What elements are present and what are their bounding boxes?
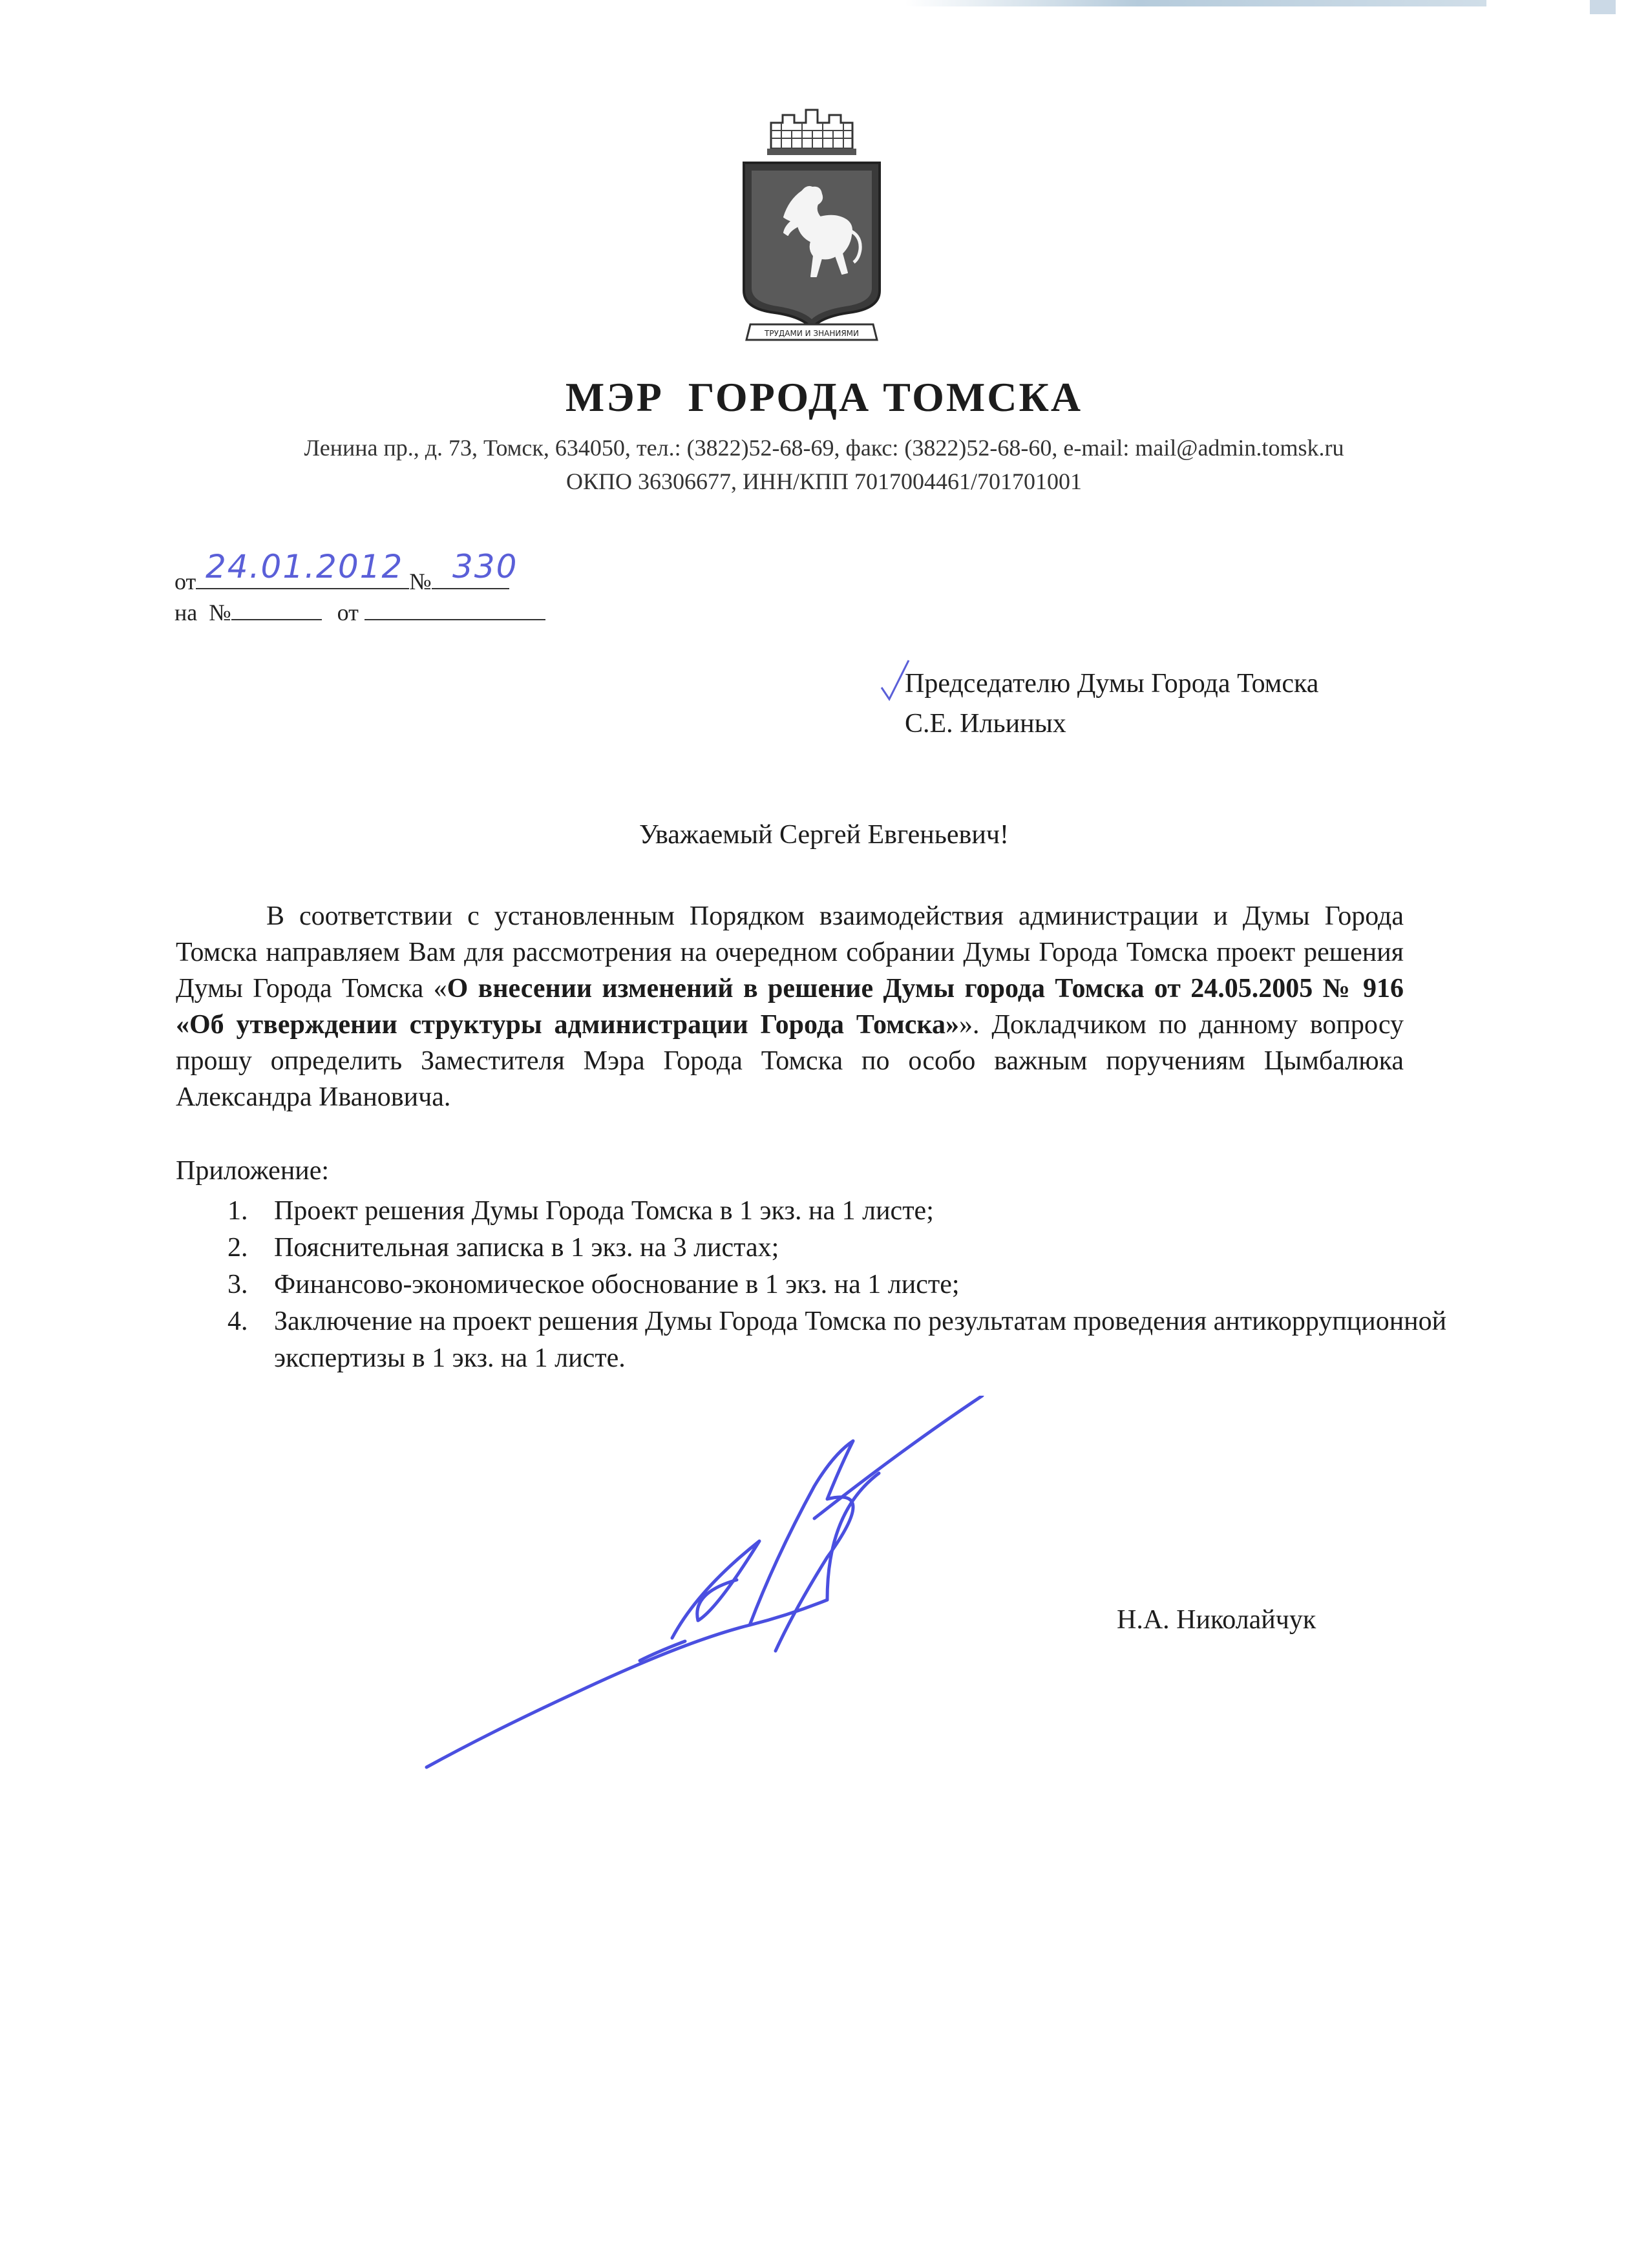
handwritten-number: 330: [452, 548, 518, 585]
signer-name: Н.А. Николайчук: [1117, 1605, 1316, 1635]
attachment-item: 2. Пояснительная записка в 1 экз. на 3 листах;: [227, 1233, 779, 1263]
reply-number-blank: [231, 598, 322, 620]
letter-body: [176, 898, 1404, 1115]
crown-icon: [767, 110, 856, 155]
attachment-item: 4. Заключение на проект решения Думы Города Томска по результатам проведения антикоррупционной экспертизы в 1 экз. на 1 листе.: [227, 1307, 1447, 1373]
reply-to-label: на №: [174, 600, 231, 625]
registration-line-reply: [174, 598, 545, 626]
scan-edge-mark: [905, 0, 1486, 6]
reply-from-label: от: [337, 600, 359, 625]
handwritten-date: 24.01.2012: [206, 548, 404, 585]
organization-title: МЭР ГОРОДА ТОМСКА: [565, 374, 1083, 420]
handwritten-signature: [414, 1396, 1176, 1783]
salutation: Уважаемый Сергей Евгеньевич!: [639, 820, 1009, 850]
addressee-position: Председателю Думы Города Томска: [905, 669, 1319, 698]
from-label: от: [174, 569, 196, 594]
body-paragraph: В соответствии с установленным Порядком взаимодействия администрации и Думы Города Томска направляем Вам для рассмотрения на очередном собрании Думы Города Томска проект решения Думы Города Томска «О внесении изменений в решение Думы города Томска от 24.05.2005 № 916 «Об утверждении структуры администрации Города Томска»». Докладчиком по данному вопросу прошу определить Заместителя Мэра Города Томска по особо важным поручениям Цымбалюка Александра Ивановича.: [176, 901, 1404, 1112]
attachments-list: [176, 1193, 1455, 1377]
scan-edge-mark-corner: [1590, 0, 1616, 14]
organization-address: Ленина пр., д. 73, Томск, 634050, тел.: (3822)52-68-69, факс: (3822)52-68-60, e-mail: mail@admin.tomsk.ru: [304, 435, 1344, 461]
motto-ribbon-icon: [746, 324, 877, 340]
organization-codes: ОКПО 36306677, ИНН/КПП 7017004461/701701001: [565, 468, 1082, 494]
attachment-item: 1. Проект решения Думы Города Томска в 1 экз. на 1 листе;: [227, 1196, 934, 1226]
tomsk-coat-of-arms-icon: [739, 103, 885, 349]
decision-title: О внесении изменений в решение Думы города Томска от 24.05.2005 № 916 «Об утверждении структуры администрации Города Томска»: [176, 974, 1404, 1040]
svg-text:ТРУДАМИ И ЗНАНИЯМИ: ТРУДАМИ И ЗНАНИЯМИ: [765, 329, 859, 338]
attachment-item: 3. Финансово-экономическое обоснование в 1 экз. на 1 листе;: [227, 1270, 960, 1299]
reply-date-blank: [364, 598, 545, 620]
attachments-title: Приложение:: [176, 1156, 330, 1186]
addressee-name: С.Е. Ильиных: [905, 709, 1066, 739]
number-label: №: [409, 569, 432, 594]
